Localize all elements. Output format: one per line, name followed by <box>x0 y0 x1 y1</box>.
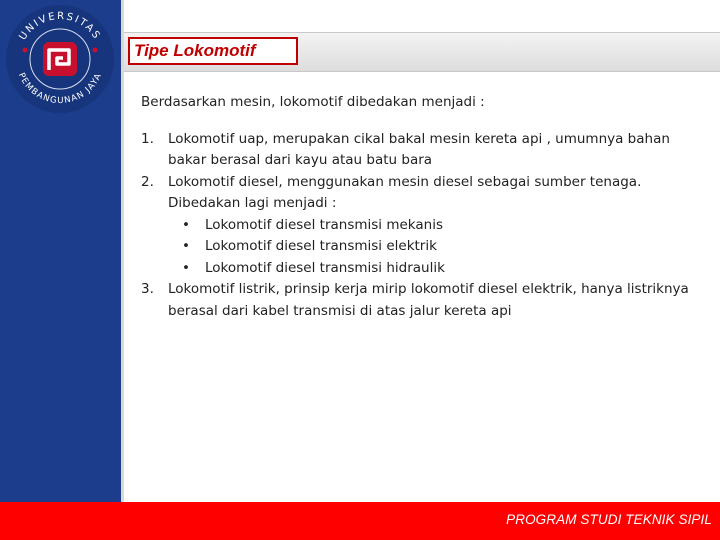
list-number: 1. <box>141 130 154 147</box>
footer-bar <box>0 502 720 540</box>
bullet-icon: • <box>182 259 190 276</box>
sidebar-divider <box>121 0 124 502</box>
sublist-item <box>170 215 701 237</box>
list-number: 3. <box>141 281 154 297</box>
list-item-steam <box>141 129 701 172</box>
intro-text: Berdasarkan mesin, lokomotif dibedakan menjadi : <box>141 94 485 110</box>
logo-top-text: UNIVERSITAS <box>17 10 103 43</box>
title-box <box>128 37 298 65</box>
term-diesel: Lokomotif diesel <box>168 173 279 190</box>
list-item-electric <box>141 279 701 322</box>
slide-title: Tipe Lokomotif <box>134 41 256 60</box>
sublist-item-text: Lokomotif diesel transmisi elektrik <box>205 238 437 254</box>
footer-program-name: PROGRAM STUDI TEKNIK SIPIL <box>506 512 712 527</box>
logo-bottom-text: PEMBANGUNAN JAYA <box>15 71 105 107</box>
desc-steam: , merupakan cikal bakal mesin kereta api , umumnya bahan bakar berasal dari kayu atau batu bara <box>168 130 670 168</box>
list-item-diesel <box>141 172 701 280</box>
locomotive-type-list <box>141 129 701 323</box>
desc-diesel: , menggunakan mesin diesel sebagai sumber tenaga. Dibedakan lagi menjadi : <box>168 173 642 211</box>
sidebar <box>0 0 121 502</box>
sublist-item-text: Lokomotif diesel transmisi hidraulik <box>205 259 445 276</box>
slide-content <box>141 92 701 322</box>
term-steam: Lokomotif uap <box>168 130 265 147</box>
bullet-icon: • <box>182 238 190 254</box>
sublist-item <box>170 236 701 258</box>
bullet-icon: • <box>182 216 190 233</box>
list-number: 2. <box>141 173 154 190</box>
university-logo <box>3 2 117 116</box>
sublist-item <box>170 258 701 280</box>
term-electric: Lokomotif listrik <box>168 281 276 297</box>
sublist-item-text: Lokomotif diesel transmisi mekanis <box>205 216 443 233</box>
desc-electric: , prinsip kerja mirip lokomotif diesel elektrik, hanya listriknya berasal dari kabel transmisi di atas jalur kereta api <box>168 281 689 319</box>
diesel-sublist <box>168 215 701 280</box>
